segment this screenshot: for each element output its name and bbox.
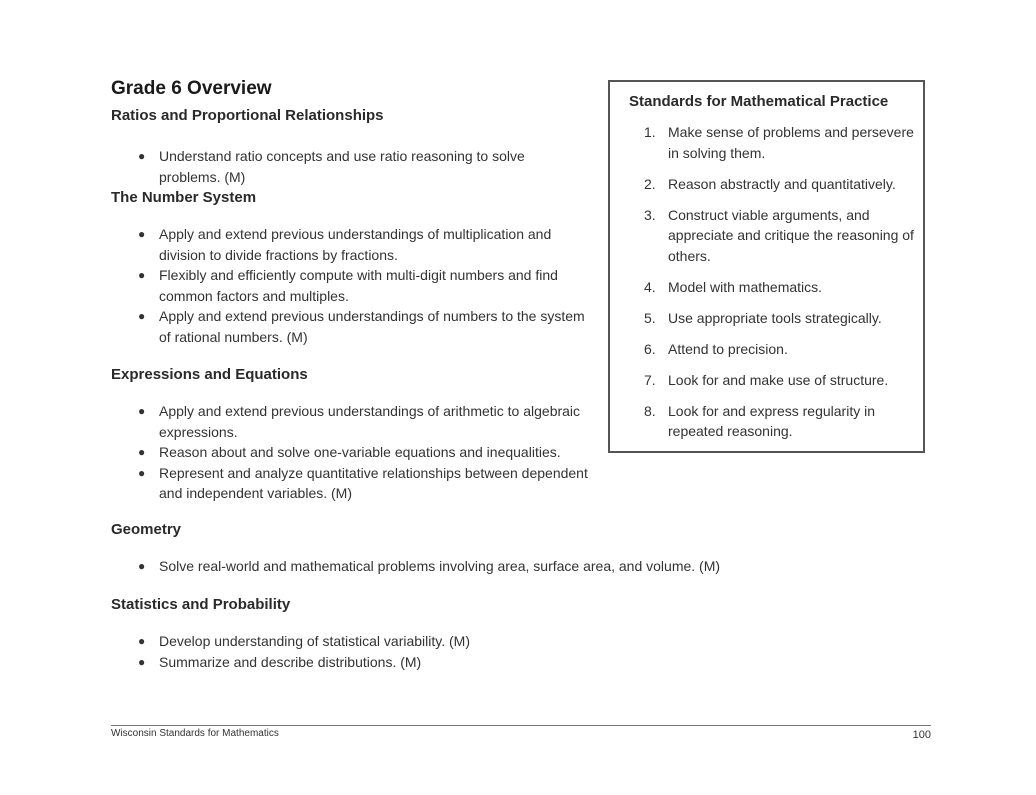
list-item	[111, 442, 611, 463]
list-item-text: Make sense of problems and persevere in solving them.	[668, 124, 914, 161]
list-item	[620, 308, 920, 329]
section-expressions-equations	[111, 365, 611, 504]
bullet-icon: ●	[138, 634, 146, 648]
item-number: 6.	[644, 340, 656, 357]
list-item	[620, 122, 920, 163]
section-heading-ratios: Ratios and Proportional Relationships	[111, 107, 384, 124]
section-heading-statistics-probability: Statistics and Probability	[111, 596, 291, 613]
section-heading-number-system: The Number System	[111, 189, 257, 206]
bullet-icon: ●	[138, 559, 146, 573]
footer-divider	[111, 725, 931, 726]
list-item-text: Represent and analyze quantitative relationships between dependent and independent variables. (M)	[159, 464, 588, 501]
bullet-icon: ●	[138, 404, 146, 418]
list-item	[111, 401, 611, 442]
bullet-list-number-system	[111, 224, 591, 347]
list-item	[111, 224, 591, 265]
list-item	[111, 631, 611, 652]
list-item	[620, 277, 920, 298]
list-item	[111, 463, 611, 504]
section-heading-expressions-equations: Expressions and Equations	[111, 366, 308, 383]
list-item-text: Use appropriate tools strategically.	[668, 309, 882, 326]
list-item-text: Develop understanding of statistical variability. (M)	[159, 633, 470, 649]
list-item-text: Understand ratio concepts and use ratio reasoning to solve problems. (M)	[159, 148, 525, 185]
bullet-icon: ●	[138, 445, 146, 459]
list-item	[620, 370, 920, 391]
bullet-icon: ●	[138, 654, 146, 669]
list-item	[620, 205, 920, 267]
list-item-text: Construct viable arguments, and appreciate and critique the reasoning of others.	[668, 206, 914, 264]
list-item	[111, 556, 811, 577]
bullet-icon: ●	[138, 227, 146, 241]
section-ratios	[111, 106, 611, 187]
practice-standards-list	[620, 122, 920, 452]
section-geometry	[111, 520, 811, 577]
item-number: 4.	[644, 278, 656, 295]
list-item-text: Attend to precision.	[668, 340, 788, 357]
list-item-text: Apply and extend previous understandings of multiplication and division to divide fractions by fractions.	[159, 226, 552, 263]
section-statistics-probability	[111, 595, 611, 672]
page-title: Grade 6 Overview	[111, 78, 272, 99]
practice-standards-box	[608, 80, 925, 453]
list-item	[111, 265, 591, 306]
section-heading-geometry: Geometry	[111, 521, 182, 538]
section-number-system	[111, 188, 611, 347]
list-item-text: Look for and express regularity in repeated reasoning.	[668, 402, 875, 439]
list-item-text: Look for and make use of structure.	[668, 371, 889, 388]
bullet-list-geometry	[111, 556, 811, 577]
item-number: 3.	[644, 206, 656, 223]
item-number: 2.	[644, 175, 656, 192]
list-item	[620, 401, 920, 442]
list-item	[111, 306, 591, 347]
practice-standards-heading: Standards for Mathematical Practice	[629, 93, 889, 110]
bullet-list-statistics-probability	[111, 631, 611, 672]
list-item	[620, 339, 920, 360]
bullet-icon: ●	[138, 465, 146, 480]
item-number: 1.	[644, 124, 656, 140]
list-item-text: Solve real-world and mathematical problems involving area, surface area, and volume. (M)	[159, 558, 721, 574]
bullet-icon: ●	[138, 268, 146, 282]
list-item-text: Summarize and describe distributions. (M)	[159, 653, 422, 670]
list-item	[111, 652, 611, 673]
list-item-text: Reason abstractly and quantitatively.	[668, 175, 896, 192]
list-item-text: Reason about and solve one-variable equations and inequalities.	[159, 444, 561, 460]
bullet-list-ratios	[111, 146, 551, 187]
item-number: 8.	[644, 402, 656, 419]
list-item-text: Model with mathematics.	[668, 278, 823, 295]
list-item-text: Apply and extend previous understandings of arithmetic to algebraic expressions.	[159, 403, 581, 440]
bullet-list-expressions-equations	[111, 401, 611, 504]
list-item-text: Apply and extend previous understandings of numbers to the system of rational numbers. (M)	[159, 308, 585, 345]
bullet-icon: ●	[138, 309, 146, 323]
item-number: 7.	[644, 371, 656, 388]
footer-page-number: 100	[912, 729, 931, 741]
list-item-text: Flexibly and efficiently compute with multi-digit numbers and find common factors and multiples.	[159, 267, 558, 304]
list-item	[620, 174, 920, 195]
item-number: 5.	[644, 309, 656, 326]
bullet-icon: ●	[138, 149, 146, 163]
footer-document-title: Wisconsin Standards for Mathematics	[111, 728, 279, 739]
list-item	[111, 146, 551, 187]
